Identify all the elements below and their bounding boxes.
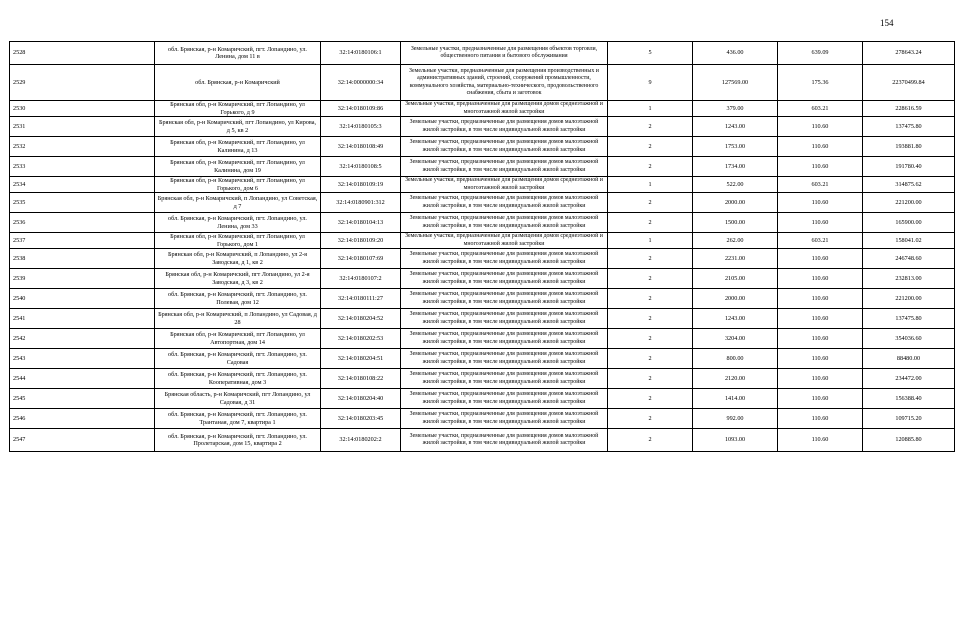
cadastral-number-cell: 32:14:0180901:312 [321, 193, 401, 213]
area-cell: 127569.00 [693, 65, 778, 101]
address-cell: Брянская область, р-н Комаричский, пгт Лопандино, ул Садовая, д 31 [155, 389, 321, 409]
table-row [10, 249, 955, 269]
row-number: 2538 [10, 249, 155, 269]
table-row [10, 329, 955, 349]
cadastral-number-cell: 32:14:0180108:22 [321, 369, 401, 389]
row-number: 2535 [10, 193, 155, 213]
area-cell: 3204.00 [693, 329, 778, 349]
land-use-purpose-cell: Земельные участки, предназначенные для размещения домов малоэтажной жилой застройки, в том числе индивидуальной жилой застройки [401, 389, 608, 409]
address-cell: Брянская обл, р-н Комаричский, пгт Лопандино, ул Кирова, д 5, кв 2 [155, 117, 321, 137]
table-row [10, 429, 955, 452]
table-row [10, 137, 955, 157]
area-cell: 1500.00 [693, 213, 778, 233]
table-row [10, 213, 955, 233]
row-number: 2531 [10, 117, 155, 137]
specific-value-cell: 110.60 [778, 329, 863, 349]
table-row [10, 157, 955, 177]
specific-value-cell: 603.21 [778, 101, 863, 117]
group-code-cell: 2 [608, 137, 693, 157]
table-row [10, 389, 955, 409]
table-body [10, 42, 955, 452]
land-use-purpose-cell: Земельные участки, предназначенные для размещения домов среднеэтажной и многоэтажной жилой застройки [401, 233, 608, 249]
cadastral-number-cell: 32:14:0180109:19 [321, 177, 401, 193]
group-code-cell: 5 [608, 42, 693, 65]
cadastral-number-cell: 32:14:0180203:45 [321, 409, 401, 429]
address-cell: Брянская обл, р-н Комаричский, пгт Лопандино, ул Горького, дом 1 [155, 233, 321, 249]
group-code-cell: 2 [608, 329, 693, 349]
row-number: 2545 [10, 389, 155, 409]
group-code-cell: 9 [608, 65, 693, 101]
specific-value-cell: 110.60 [778, 389, 863, 409]
row-number: 2539 [10, 269, 155, 289]
specific-value-cell: 110.60 [778, 137, 863, 157]
cadastral-value-cell: 137475.80 [863, 117, 955, 137]
cadastral-value-cell: 109715.20 [863, 409, 955, 429]
cadastral-number-cell: 32:14:0180105:3 [321, 117, 401, 137]
address-cell: обл. Брянская, р-н Комаричский, пгт. Лопандино, ул. Кооперативная, дом 3 [155, 369, 321, 389]
specific-value-cell: 110.60 [778, 249, 863, 269]
table-row [10, 269, 955, 289]
cadastral-number-cell: 32:14:0180204:40 [321, 389, 401, 409]
land-use-purpose-cell: Земельные участки, предназначенные для размещения домов малоэтажной жилой застройки, в том числе индивидуальной жилой застройки [401, 329, 608, 349]
table-row [10, 117, 955, 137]
row-number: 2529 [10, 65, 155, 101]
page-number: 154 [880, 18, 894, 28]
area-cell: 2105.00 [693, 269, 778, 289]
specific-value-cell: 110.60 [778, 289, 863, 309]
group-code-cell: 2 [608, 249, 693, 269]
address-cell: обл. Брянская, р-н Комаричский, пгт. Лопандино, ул. Полевая, дом 12 [155, 289, 321, 309]
area-cell: 379.00 [693, 101, 778, 117]
address-cell: Брянская обл, р-н Комаричский, пгт Лопандино, ул Горького, д 9 [155, 101, 321, 117]
row-number: 2541 [10, 309, 155, 329]
row-number: 2546 [10, 409, 155, 429]
group-code-cell: 2 [608, 409, 693, 429]
land-registry-table [9, 41, 955, 452]
address-cell: Брянская обл, р-н Комаричский, пгт Лопандино, ул Горького, дом 6 [155, 177, 321, 193]
specific-value-cell: 639.09 [778, 42, 863, 65]
group-code-cell: 2 [608, 193, 693, 213]
group-code-cell: 2 [608, 349, 693, 369]
address-cell: обл. Брянская, р-н Комаричский, пгт. Лопандино, ул. Садовая [155, 349, 321, 369]
cadastral-number-cell: 32:14:0000000:34 [321, 65, 401, 101]
group-code-cell: 2 [608, 429, 693, 452]
specific-value-cell: 110.60 [778, 157, 863, 177]
table-row [10, 42, 955, 65]
cadastral-number-cell: 32:14:0180111:27 [321, 289, 401, 309]
area-cell: 262.00 [693, 233, 778, 249]
address-cell: Брянская обл, р-н Комаричский, п Лопандино, ул Советская, д 7 [155, 193, 321, 213]
area-cell: 1243.00 [693, 309, 778, 329]
specific-value-cell: 110.60 [778, 213, 863, 233]
area-cell: 800.00 [693, 349, 778, 369]
group-code-cell: 2 [608, 289, 693, 309]
cadastral-value-cell: 221200.00 [863, 193, 955, 213]
cadastral-number-cell: 32:14:0180108:5 [321, 157, 401, 177]
land-use-purpose-cell: Земельные участки, предназначенные для размещения домов малоэтажной жилой застройки, в том числе индивидуальной жилой застройки [401, 137, 608, 157]
group-code-cell: 2 [608, 117, 693, 137]
cadastral-number-cell: 32:14:0180202:53 [321, 329, 401, 349]
area-cell: 2000.00 [693, 289, 778, 309]
land-use-purpose-cell: Земельные участки, предназначенные для размещения домов малоэтажной жилой застройки, в том числе индивидуальной жилой застройки [401, 157, 608, 177]
area-cell: 992.00 [693, 409, 778, 429]
cadastral-value-cell: 158041.02 [863, 233, 955, 249]
specific-value-cell: 110.60 [778, 369, 863, 389]
cadastral-number-cell: 32:14:0180104:13 [321, 213, 401, 233]
area-cell: 2231.00 [693, 249, 778, 269]
table-row [10, 349, 955, 369]
group-code-cell: 2 [608, 389, 693, 409]
table-row [10, 65, 955, 101]
land-use-purpose-cell: Земельные участки, предназначенные для размещения домов среднеэтажной и многоэтажной жилой застройки [401, 177, 608, 193]
group-code-cell: 1 [608, 101, 693, 117]
area-cell: 522.00 [693, 177, 778, 193]
land-use-purpose-cell: Земельные участки, предназначенные для размещения производственных и административных зданий, строений, сооружений промышленности, коммунального хозяйства, материально-технического, продовольственного снабжения, сбыта и заготовок [401, 65, 608, 101]
address-cell: обл. Брянская, р-н Комаричский, пгт. Лопандино, ул. Ленина, дом 33 [155, 213, 321, 233]
address-cell: Брянская обл, р-н Комаричский, пгт Лопандино, ул Калинина, дом 19 [155, 157, 321, 177]
land-use-purpose-cell: Земельные участки, предназначенные для размещения домов малоэтажной жилой застройки, в том числе индивидуальной жилой застройки [401, 409, 608, 429]
cadastral-value-cell: 314875.62 [863, 177, 955, 193]
area-cell: 1093.00 [693, 429, 778, 452]
cadastral-number-cell: 32:14:0180106:1 [321, 42, 401, 65]
cadastral-number-cell: 32:14:0180204:51 [321, 349, 401, 369]
land-use-purpose-cell: Земельные участки, предназначенные для размещения домов малоэтажной жилой застройки, в том числе индивидуальной жилой застройки [401, 269, 608, 289]
cadastral-value-cell: 120885.80 [863, 429, 955, 452]
specific-value-cell: 175.36 [778, 65, 863, 101]
table-row [10, 233, 955, 249]
row-number: 2534 [10, 177, 155, 193]
group-code-cell: 2 [608, 213, 693, 233]
table-row [10, 409, 955, 429]
specific-value-cell: 603.21 [778, 233, 863, 249]
address-cell: обл. Брянская, р-н Комаричский, пгт. Лопандино, ул. Ленина, дом 11 в [155, 42, 321, 65]
land-use-purpose-cell: Земельные участки, предназначенные для размещения объектов торговли, общественного питания и бытового обслуживания [401, 42, 608, 65]
cadastral-number-cell: 32:14:0180109:20 [321, 233, 401, 249]
specific-value-cell: 603.21 [778, 177, 863, 193]
address-cell: Брянская обл, р-н Комаричский, пгт Лопандино, ул Автопортная, дом 14 [155, 329, 321, 349]
table-row [10, 177, 955, 193]
area-cell: 1734.00 [693, 157, 778, 177]
specific-value-cell: 110.60 [778, 409, 863, 429]
table-row [10, 289, 955, 309]
row-number: 2537 [10, 233, 155, 249]
cadastral-value-cell: 191780.40 [863, 157, 955, 177]
cadastral-number-cell: 32:14:0180202:2 [321, 429, 401, 452]
row-number: 2536 [10, 213, 155, 233]
land-use-purpose-cell: Земельные участки, предназначенные для размещения домов малоэтажной жилой застройки, в том числе индивидуальной жилой застройки [401, 213, 608, 233]
group-code-cell: 2 [608, 309, 693, 329]
area-cell: 1753.00 [693, 137, 778, 157]
land-use-purpose-cell: Земельные участки, предназначенные для размещения домов малоэтажной жилой застройки, в том числе индивидуальной жилой застройки [401, 249, 608, 269]
group-code-cell: 1 [608, 233, 693, 249]
address-cell: Брянская обл, р-н Комаричский, п Лопандино, ул 2-я Заводская, д 1, кв 2 [155, 249, 321, 269]
row-number: 2533 [10, 157, 155, 177]
row-number: 2547 [10, 429, 155, 452]
cadastral-value-cell: 22370499.84 [863, 65, 955, 101]
specific-value-cell: 110.60 [778, 429, 863, 452]
cadastral-value-cell: 228616.59 [863, 101, 955, 117]
address-cell: Брянская обл, р-н Комаричский, пгт Лопандино, ул Калинина, д 13 [155, 137, 321, 157]
address-cell: Брянская обл, р-н Комаричский, пгт Лопандино, ул 2-я Заводская, д 3, кв 2 [155, 269, 321, 289]
area-cell: 436.00 [693, 42, 778, 65]
cadastral-value-cell: 88480.00 [863, 349, 955, 369]
cadastral-value-cell: 193881.80 [863, 137, 955, 157]
cadastral-value-cell: 278643.24 [863, 42, 955, 65]
cadastral-value-cell: 232813.00 [863, 269, 955, 289]
group-code-cell: 2 [608, 157, 693, 177]
address-cell: обл. Брянская, р-н Комаричский, пгт. Лопандино, ул. Трантаная, дом 7, квартира 1 [155, 409, 321, 429]
cadastral-number-cell: 32:14:0180108:49 [321, 137, 401, 157]
row-number: 2530 [10, 101, 155, 117]
cadastral-number-cell: 32:14:0180204:52 [321, 309, 401, 329]
cadastral-number-cell: 32:14:0180107:2 [321, 269, 401, 289]
row-number: 2544 [10, 369, 155, 389]
cadastral-value-cell: 156388.40 [863, 389, 955, 409]
cadastral-value-cell: 221200.00 [863, 289, 955, 309]
row-number: 2540 [10, 289, 155, 309]
cadastral-value-cell: 165900.00 [863, 213, 955, 233]
row-number: 2532 [10, 137, 155, 157]
specific-value-cell: 110.60 [778, 193, 863, 213]
table-row [10, 101, 955, 117]
group-code-cell: 1 [608, 177, 693, 193]
land-use-purpose-cell: Земельные участки, предназначенные для размещения домов малоэтажной жилой застройки, в том числе индивидуальной жилой застройки [401, 429, 608, 452]
area-cell: 2000.00 [693, 193, 778, 213]
table-row [10, 309, 955, 329]
area-cell: 1243.00 [693, 117, 778, 137]
address-cell: обл. Брянская, р-н Комаричский [155, 65, 321, 101]
cadastral-number-cell: 32:14:0180109:86 [321, 101, 401, 117]
specific-value-cell: 110.60 [778, 117, 863, 137]
land-use-purpose-cell: Земельные участки, предназначенные для размещения домов малоэтажной жилой застройки, в том числе индивидуальной жилой застройки [401, 309, 608, 329]
land-use-purpose-cell: Земельные участки, предназначенные для размещения домов малоэтажной жилой застройки, в том числе индивидуальной жилой застройки [401, 117, 608, 137]
group-code-cell: 2 [608, 369, 693, 389]
address-cell: Брянская обл, р-н Комаричский, п Лопандино, ул Садовая, д 28 [155, 309, 321, 329]
row-number: 2542 [10, 329, 155, 349]
area-cell: 1414.00 [693, 389, 778, 409]
cadastral-value-cell: 246748.60 [863, 249, 955, 269]
cadastral-value-cell: 137475.80 [863, 309, 955, 329]
row-number: 2528 [10, 42, 155, 65]
land-use-purpose-cell: Земельные участки, предназначенные для размещения домов малоэтажной жилой застройки, в том числе индивидуальной жилой застройки [401, 369, 608, 389]
specific-value-cell: 110.60 [778, 309, 863, 329]
land-use-purpose-cell: Земельные участки, предназначенные для размещения домов малоэтажной жилой застройки, в том числе индивидуальной жилой застройки [401, 289, 608, 309]
cadastral-value-cell: 354036.60 [863, 329, 955, 349]
land-use-purpose-cell: Земельные участки, предназначенные для размещения домов среднеэтажной и многоэтажной жилой застройки [401, 101, 608, 117]
cadastral-value-cell: 234472.00 [863, 369, 955, 389]
address-cell: обл. Брянская, р-н Комаричский, пгт. Лопандино, ул. Пролетарская, дом 15, квартира 2 [155, 429, 321, 452]
cadastral-number-cell: 32:14:0180107:69 [321, 249, 401, 269]
specific-value-cell: 110.60 [778, 269, 863, 289]
row-number: 2543 [10, 349, 155, 369]
table-row [10, 369, 955, 389]
table-row [10, 193, 955, 213]
area-cell: 2120.00 [693, 369, 778, 389]
specific-value-cell: 110.60 [778, 349, 863, 369]
land-use-purpose-cell: Земельные участки, предназначенные для размещения домов малоэтажной жилой застройки, в том числе индивидуальной жилой застройки [401, 349, 608, 369]
land-use-purpose-cell: Земельные участки, предназначенные для размещения домов малоэтажной жилой застройки, в том числе индивидуальной жилой застройки [401, 193, 608, 213]
group-code-cell: 2 [608, 269, 693, 289]
